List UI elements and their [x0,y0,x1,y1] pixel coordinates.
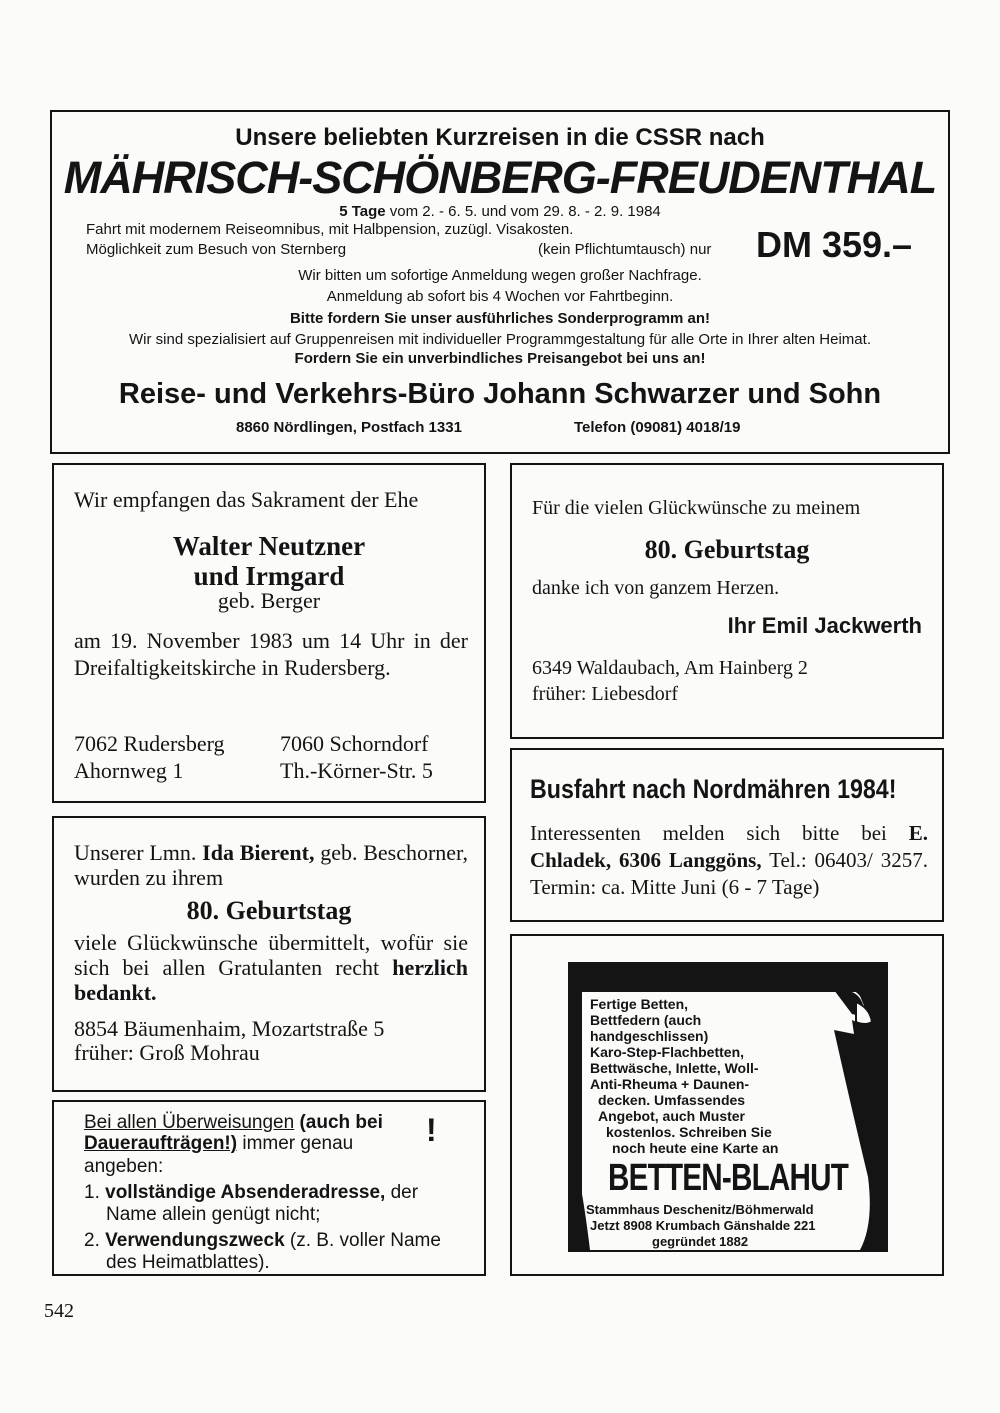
betten-line: Anti-Rheuma + Daunen- [590,1076,750,1092]
thanks-address: 6349 Waldaubach, Am Hainberg 2 [532,657,808,679]
travel-line-4: Anmeldung ab sofort bis 4 Wochen vor Fahrtbeginn. [326,288,674,305]
thanks-text: danke ich von ganzem Herzen. [532,577,780,599]
travel-line-7: Fordern Sie ein unverbindliches Preisangebot bei uns an! [294,350,706,367]
betten-line: Angebot, auch Muster [598,1108,746,1124]
birthday-thanks-notice [510,463,944,739]
wedding-address-1: 7062 Rudersberg Ahornweg 1 [74,731,225,783]
travel-address: 8860 Nördlingen, Postfach 1331 [236,419,462,436]
bus-body: Interessenten melden sich bitte bei E. Chladek, 6306 Langgöns, Tel.: 06403/ 3257. Termin: ca. Mitte Juni (6 - 7 Tage) [530,821,928,899]
wedding-nee: geb. Berger [217,588,321,613]
transfer-line-2: Daueraufträgen!) immer genau [84,1133,354,1154]
travel-line-2: Möglichkeit zum Besuch von Sternberg [86,241,347,258]
betten-line: kostenlos. Schreiben Sie [606,1124,772,1140]
ida-birthday-notice [52,816,486,1092]
betten-foot-3: gegründet 1882 [652,1234,749,1249]
transfer-line-1: Bei allen Überweisungen (auch bei [84,1112,383,1133]
travel-price: DM 359.– [756,224,913,265]
betten-foot-1: Stammhaus Deschenitz/Böhmerwald [586,1202,814,1217]
wedding-names [54,531,484,591]
wedding-date: am 19. November 1983 um 14 Uhr in der Dreifaltigkeitskirche in Rudersberg. [74,628,468,680]
exclamation-mark: ! [426,1112,437,1148]
thanks-signature: Ihr Emil Jackwerth [727,613,922,638]
travel-headline: Unsere beliebten Kurzreisen in die CSSR nach [235,124,765,151]
wedding-name-2: und Irmgard [193,561,345,591]
bus-title: Busfahrt nach Nordmähren 1984! [530,774,897,804]
betten-line: Fertige Betten, [590,996,689,1012]
travel-line-6: Wir sind spezialisiert auf Gruppenreisen mit individueller Programmgestaltung für alle Orte in Ihrer alten Heimat. [129,331,871,348]
betten-line: noch heute eine Karte an [612,1140,779,1156]
transfer-item-1-cont: Name allein genügt nicht; [106,1204,321,1225]
wedding-notice [52,463,486,803]
thanks-intro: Für die vielen Glückwünsche zu meinem [532,497,861,519]
betten-line: Karo-Step-Flachbetten, [590,1044,745,1060]
transfer-notice [52,1100,486,1276]
transfer-item-2-cont: des Heimatblattes). [106,1252,270,1273]
betten-foot-2: Jetzt 8908 Krumbach Gänshalde 221 [590,1218,816,1233]
bus-trip-notice [510,748,944,922]
betten-line: handgeschlissen) [590,1028,709,1044]
travel-dates: 5 Tage vom 2. - 6. 5. und vom 29. 8. - 2. 9. 1984 [339,203,661,220]
transfer-item-2: 2. Verwendungszweck (z. B. voller Name [84,1230,441,1251]
travel-agency: Reise- und Verkehrs-Büro Johann Schwarzer und Sohn [118,378,882,410]
betten-ad [568,962,888,1252]
travel-line-1: Fahrt mit modernem Reiseomnibus, mit Halbpension, zuzügl. Visakosten. [86,221,574,238]
transfer-line-3: angeben: [84,1156,164,1177]
ida-former-home: früher: Groß Mohrau [74,1040,260,1065]
ida-address: 8854 Bäumenhaim, Mozartstraße 5 [74,1016,385,1041]
travel-line-3: Wir bitten um sofortige Anmeldung wegen großer Nachfrage. [298,267,702,284]
thanks-title: 80. Geburtstag [644,535,810,564]
page-number: 542 [44,1300,74,1322]
travel-phone: Telefon (09081) 4018/19 [574,419,741,436]
ida-text: viele Glückwünsche übermittelt, wofür sie sich bei allen Gratulanten recht herzlich bedankt. [74,930,468,1005]
thanks-former-home: früher: Liebesdorf [532,683,679,705]
travel-destination: MÄHRISCH-SCHÖNBERG-FREUDENTHAL [63,152,937,203]
wedding-name-1: Walter Neutzner [172,531,366,561]
travel-line-5: Bitte fordern Sie unser ausführliches Sonderprogramm an! [289,310,711,327]
betten-line: decken. Umfassendes [598,1092,746,1108]
ida-intro: Unserer Lmn. Ida Bierent, geb. Beschorner, wurden zu ihrem [74,840,468,890]
transfer-item-1: 1. vollständige Absenderadresse, der [84,1182,419,1203]
travel-no-exchange: (kein Pflichtumtausch) nur [538,241,712,258]
wedding-intro: Wir empfangen das Sakrament der Ehe [74,487,419,512]
betten-line: Bettfedern (auch [590,1012,702,1028]
betten-line: Bettwäsche, Inlette, Woll- [590,1060,759,1076]
ida-title: 80. Geburtstag [186,896,352,925]
wedding-address-2: 7060 Schorndorf Th.-Körner-Str. 5 [280,731,433,783]
travel-ad [50,110,950,454]
betten-brand: BETTEN-BLAHUT [608,1157,849,1199]
